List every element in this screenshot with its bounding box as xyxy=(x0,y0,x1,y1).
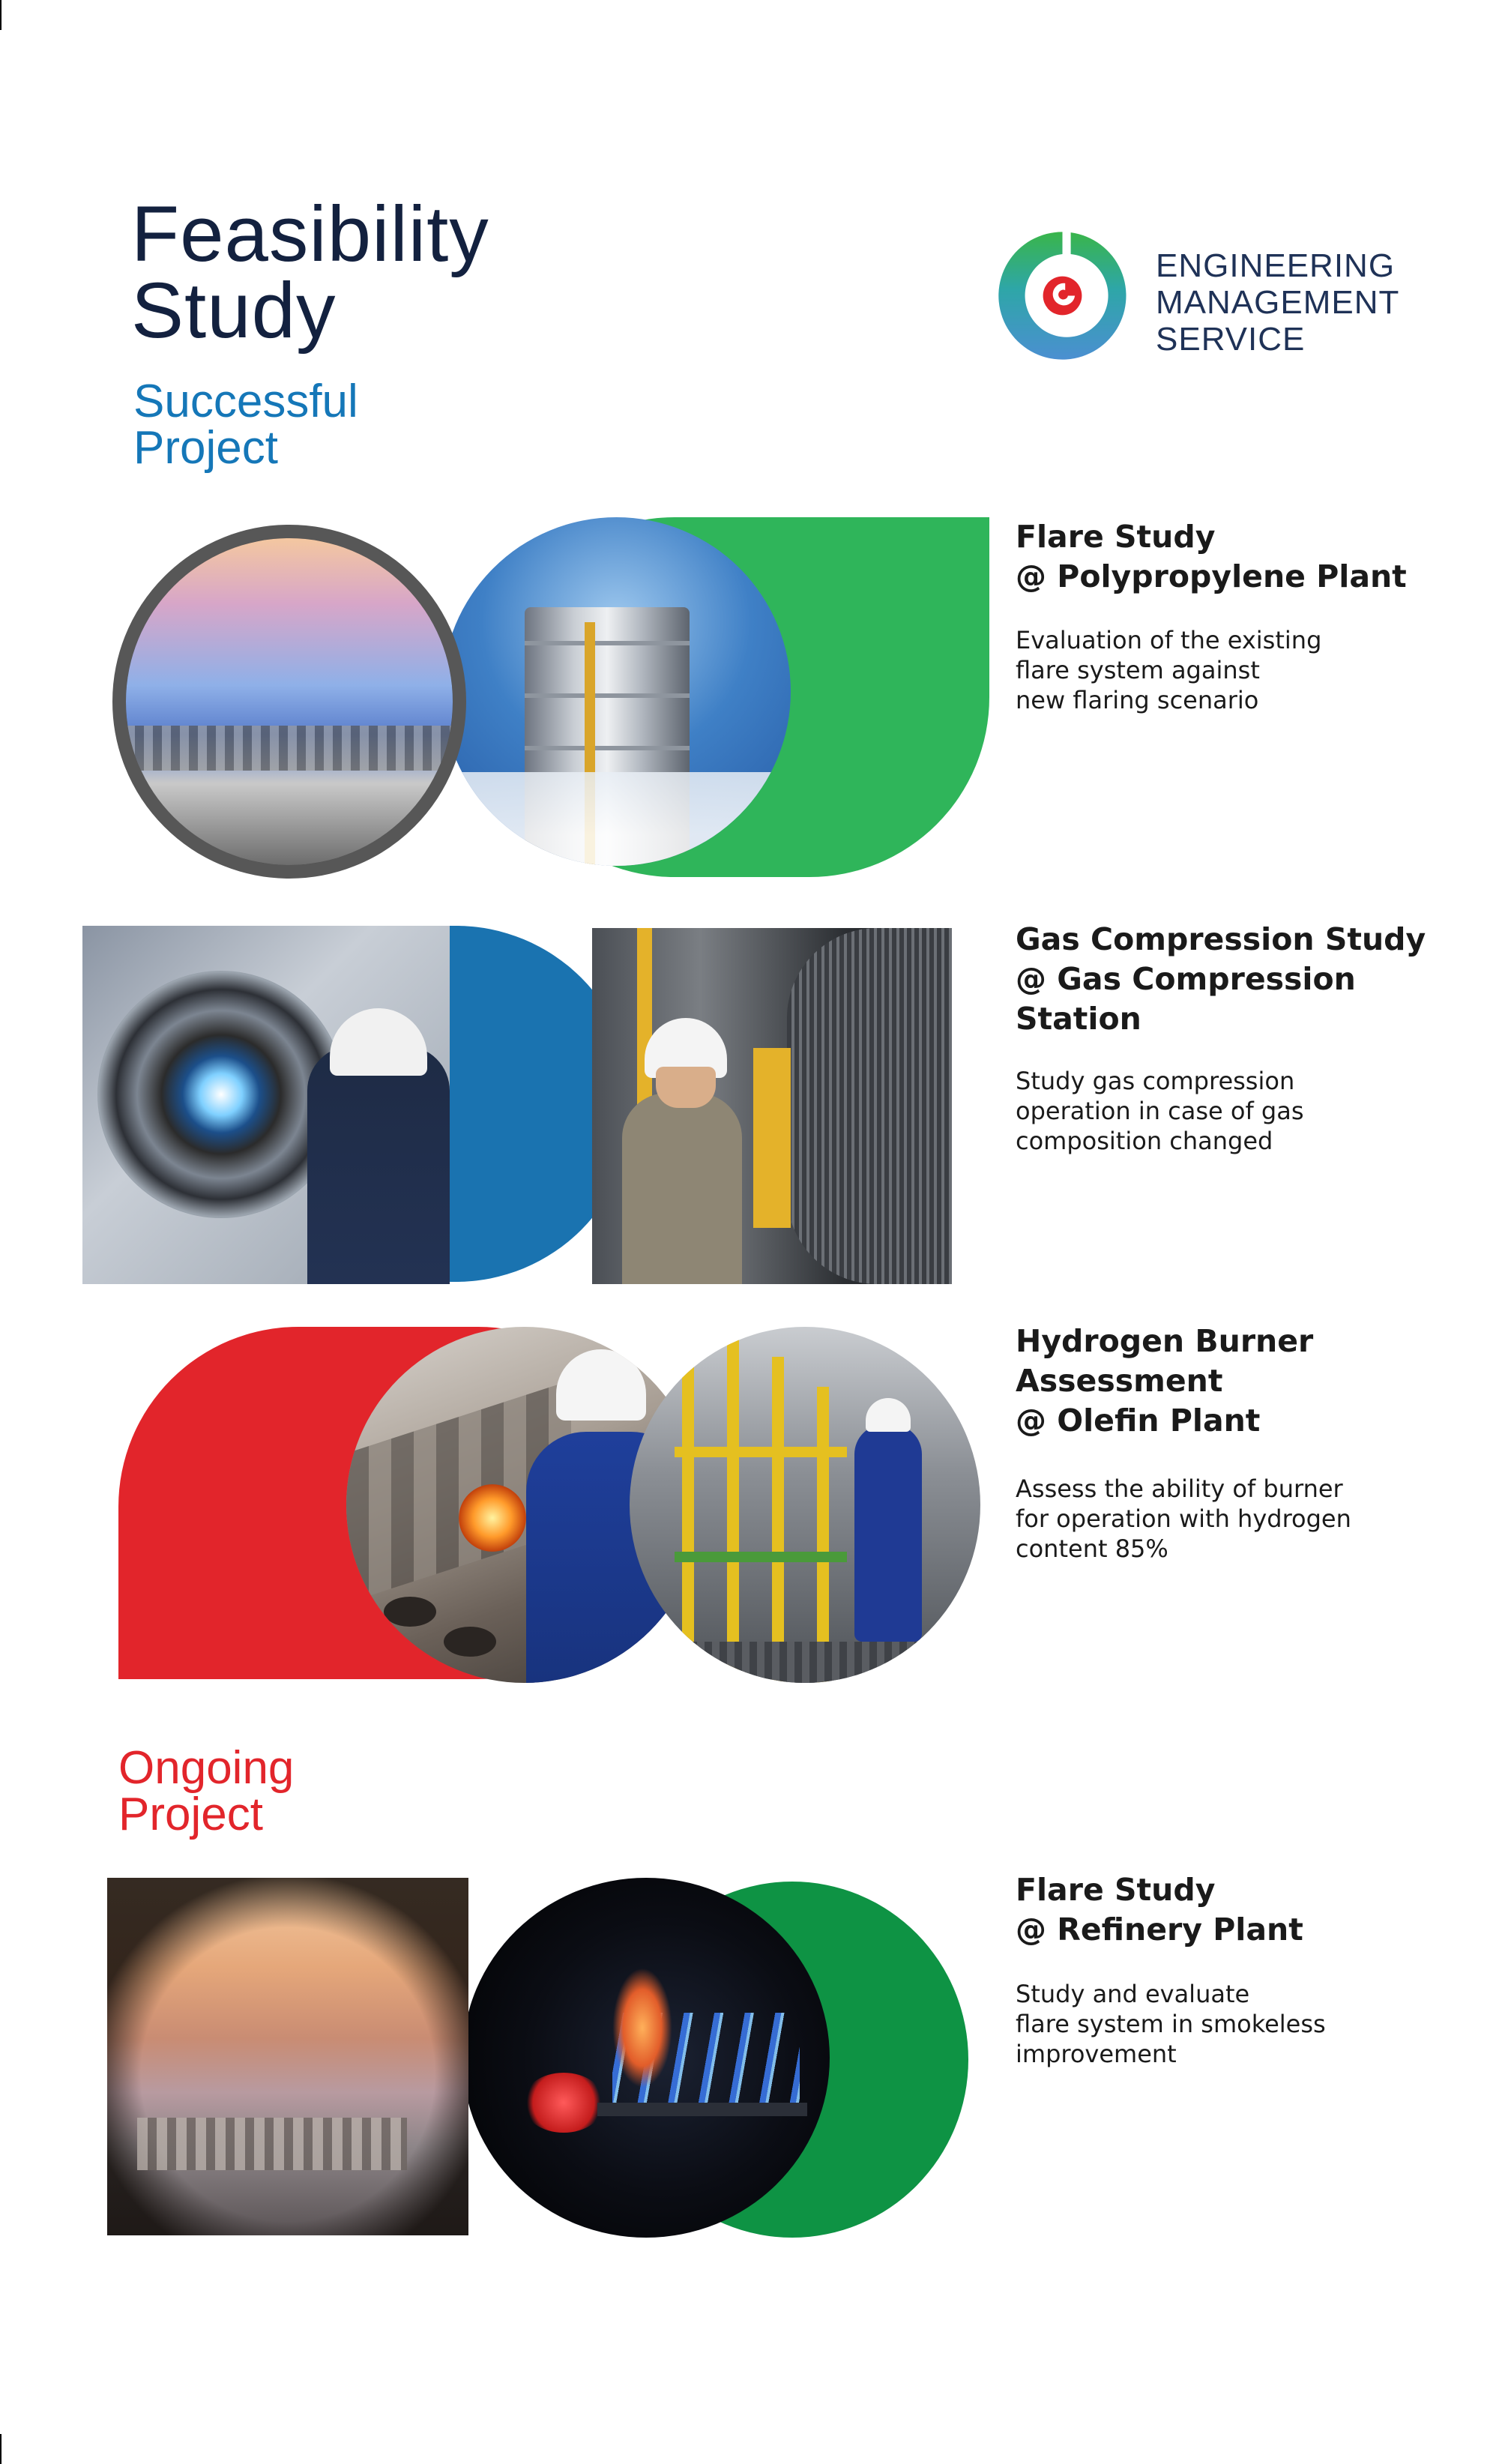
project-1-flare-photo xyxy=(112,525,466,879)
project-2-title-line2: @ Gas Compression xyxy=(1016,961,1356,997)
project-3-description-line3: content 85% xyxy=(1016,1534,1168,1563)
project-2-title-line1: Gas Compression Study xyxy=(1016,921,1426,957)
project-1-description xyxy=(1016,625,1321,715)
project-3-description xyxy=(1016,1474,1351,1564)
project-2-description-line1: Study gas compression xyxy=(1016,1067,1295,1095)
section-heading-ongoing-line2: Project xyxy=(118,1789,263,1840)
page-title xyxy=(131,190,489,355)
project-3-title-line2: Assessment xyxy=(1016,1363,1223,1399)
project-4-description xyxy=(1016,1979,1326,2069)
project-4-title xyxy=(1016,1870,1303,1950)
logo-wordmark-line3: SERVICE xyxy=(1156,321,1306,358)
project-2-title-line3: Station xyxy=(1016,1001,1141,1037)
page-title-line1: Feasibility xyxy=(131,190,489,278)
project-2-description-line2: operation in case of gas xyxy=(1016,1097,1304,1125)
project-4-description-line1: Study and evaluate xyxy=(1016,1980,1250,2008)
project-3-description-line1: Assess the ability of burner xyxy=(1016,1475,1343,1503)
section-heading-ongoing-line1: Ongoing xyxy=(118,1742,295,1794)
crop-mark-bottom xyxy=(0,2434,1,2464)
project-1-title-line2: @ Polypropylene Plant xyxy=(1016,558,1407,594)
section-heading-successful-line1: Successful xyxy=(133,376,358,427)
project-4-flare-tip-photo xyxy=(107,1878,468,2235)
project-3-title-line3: @ Olefin Plant xyxy=(1016,1403,1261,1439)
project-1-title xyxy=(1016,517,1407,597)
project-3-title xyxy=(1016,1322,1313,1441)
page-title-line2: Study xyxy=(131,267,337,355)
project-1-tank-photo xyxy=(442,517,791,866)
logo-wordmark-line2: MANAGEMENT xyxy=(1156,284,1400,321)
project-2-title xyxy=(1016,920,1426,1039)
project-1-description-line1: Evaluation of the existing xyxy=(1016,626,1322,654)
project-1-title-line1: Flare Study xyxy=(1016,519,1216,555)
logo-wordmark-line1: ENGINEERING xyxy=(1156,247,1396,284)
project-4-flame-photo xyxy=(462,1878,830,2238)
project-4-description-line2: flare system in smokeless xyxy=(1016,2010,1326,2038)
project-2-engine-photo xyxy=(82,926,450,1284)
section-heading-successful-line2: Project xyxy=(133,422,278,474)
project-1-description-line3: new flaring scenario xyxy=(1016,686,1259,714)
project-3-pipes-photo xyxy=(630,1327,980,1683)
section-heading-successful xyxy=(133,376,358,474)
project-4-title-line2: @ Refinery Plant xyxy=(1016,1912,1303,1948)
engineering-ring-logo-icon xyxy=(993,226,1132,365)
project-4-title-line1: Flare Study xyxy=(1016,1872,1216,1908)
project-4-description-line3: improvement xyxy=(1016,2040,1177,2068)
project-1-description-line2: flare system against xyxy=(1016,656,1260,684)
project-2-worker-photo xyxy=(592,928,952,1284)
project-2-description xyxy=(1016,1066,1304,1156)
project-3-description-line2: for operation with hydrogen xyxy=(1016,1504,1351,1533)
section-heading-ongoing xyxy=(118,1742,295,1840)
logo-wordmark xyxy=(1156,247,1399,358)
crop-mark-top xyxy=(0,0,1,30)
project-3-title-line1: Hydrogen Burner xyxy=(1016,1323,1314,1359)
project-2-description-line3: composition changed xyxy=(1016,1127,1273,1155)
